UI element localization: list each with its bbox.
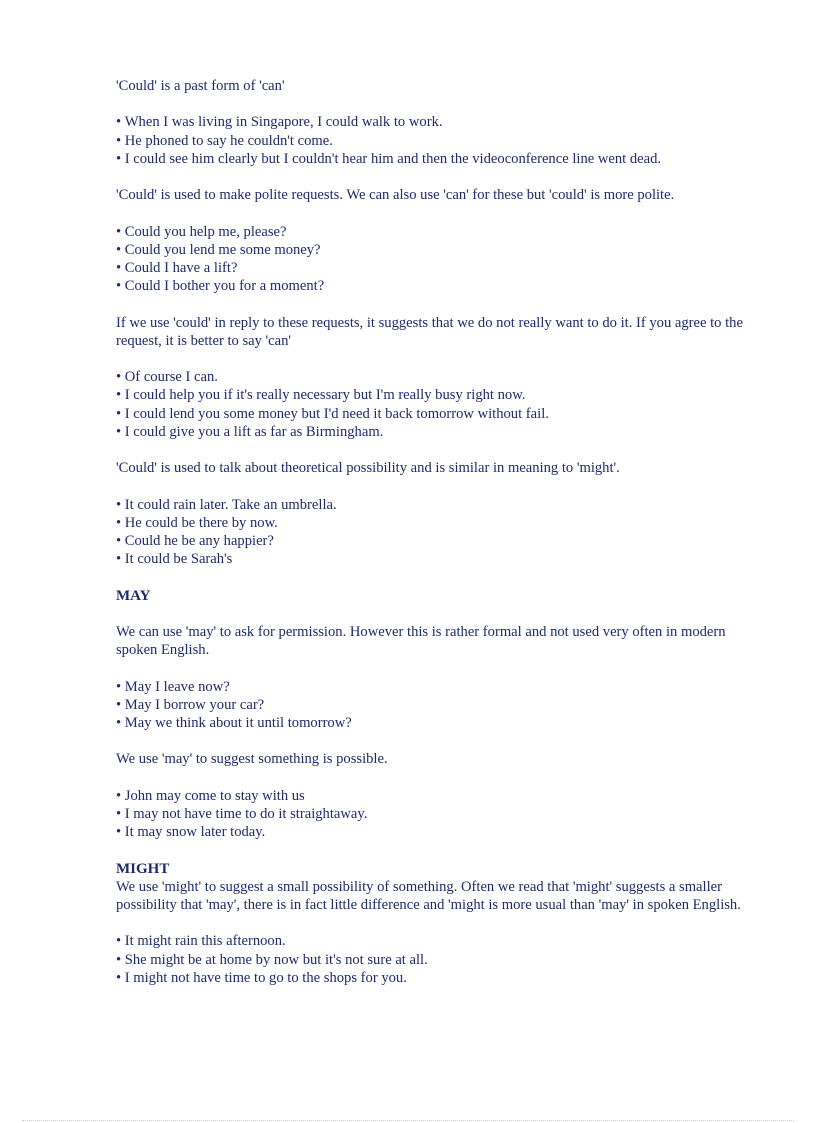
list-item: • I might not have time to go to the shops for you. [116,969,746,987]
list-item: • May we think about it until tomorrow? [116,714,746,732]
list-item: • May I leave now? [116,678,746,696]
list-item: • Could I bother you for a moment? [116,277,746,295]
page-bottom-divider [22,1120,794,1121]
spacer [116,769,746,787]
may-permission-text: We can use 'may' to ask for permission. However this is rather formal and not used very often in modern spoken English. [116,623,726,659]
could-examples-possibility [116,496,746,569]
list-item: • Could I have a lift? [116,259,746,277]
list-item: • It may snow later today. [116,823,746,841]
could-possibility-text: 'Could' is used to talk about theoretical possibility and is similar in meaning to 'might'. [116,460,620,477]
list-item: • Could you help me, please? [116,223,746,241]
list-item: • It could rain later. Take an umbrella. [116,496,746,514]
may-possible-text: We use 'may' to suggest something is possible. [116,751,388,768]
list-item: • It could be Sarah's [116,550,746,568]
may-examples-possible [116,787,746,842]
list-item: • He phoned to say he couldn't come. [116,132,746,150]
document-body [116,77,746,987]
spacer [116,204,746,222]
list-item: • May I borrow your car? [116,696,746,714]
list-item: • I could see him clearly but I couldn't hear him and then the videoconference line went dead. [116,150,746,168]
might-intro-text: We use 'might' to suggest a small possibility of something. Often we read that 'might' suggests a smaller possibility that 'may', there is in fact little difference and 'might is more usual than 'may' in spoken English. [116,878,741,913]
could-examples-past [116,113,746,168]
list-item: • She might be at home by now but it's not sure at all. [116,951,746,969]
list-item: • John may come to stay with us [116,787,746,805]
spacer [116,605,746,623]
may-examples-permission [116,678,746,733]
list-item: • He could be there by now. [116,514,746,532]
spacer [116,295,746,313]
list-item: • I could help you if it's really necessary but I'm really busy right now. [116,386,746,404]
spacer [116,350,746,368]
spacer [116,732,746,750]
spacer [116,568,746,586]
list-item: • I may not have time to do it straightaway. [116,805,746,823]
spacer [116,841,746,859]
list-item: • I could lend you some money but I'd need it back tomorrow without fail. [116,405,746,423]
spacer [116,441,746,459]
spacer [116,659,746,677]
list-item: • Could you lend me some money? [116,241,746,259]
list-item: • Could he be any happier? [116,532,746,550]
spacer [116,477,746,495]
list-item: • When I was living in Singapore, I could walk to work. [116,113,746,131]
may-heading: MAY [116,587,151,604]
spacer [116,914,746,932]
list-item: • It might rain this afternoon. [116,932,746,950]
could-examples-requests [116,223,746,296]
could-intro-text: 'Could' is a past form of 'can' [116,78,285,94]
spacer [116,168,746,186]
could-polite-text: 'Could' is used to make polite requests. We can also use 'can' for these but 'could' is more polite. [116,187,675,204]
spacer [116,95,746,113]
list-item: • Of course I can. [116,368,746,386]
list-item: • I could give you a lift as far as Birmingham. [116,423,746,441]
could-reply-text: If we use 'could' in reply to these requests, it suggests that we do not really want to do it. If you agree to the request, it is better to say 'can' [116,314,743,349]
might-heading: MIGHT [116,860,170,877]
might-examples [116,932,746,987]
could-examples-replies [116,368,746,441]
